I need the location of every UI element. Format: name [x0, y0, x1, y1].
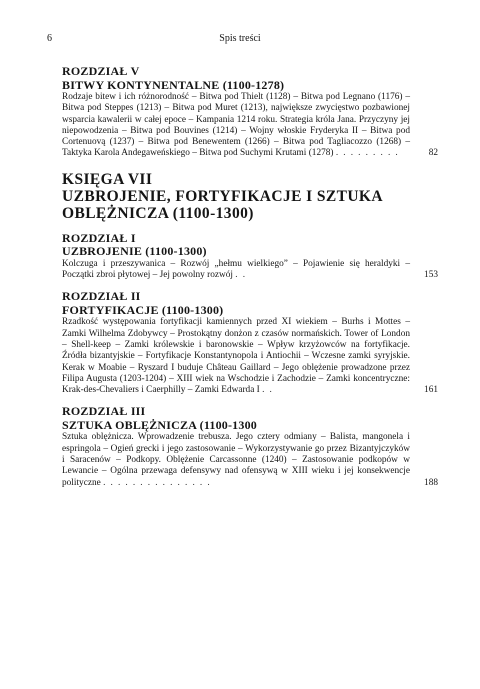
dot-leader: . . . . . . . . . . . . . . .: [103, 477, 212, 488]
chapter-iii: [62, 404, 438, 488]
chapter-title: SZTUKA OBLĘŻNICZA (1100-1300: [62, 417, 257, 432]
book-title: UZBROJENIE, FORTYFIKACJE I SZTUKA OBLĘŻNICZA (1100-1300): [62, 187, 383, 222]
chapter-summary: [62, 92, 438, 160]
toc-page-number: 82: [428, 148, 438, 159]
chapter-ii: [62, 289, 438, 396]
chapter-summary: [62, 258, 438, 282]
page-number: 6: [47, 33, 52, 44]
chapter-label: ROZDZIAŁ II: [62, 289, 141, 304]
chapter-label: ROZDZIAŁ I: [62, 230, 136, 245]
toc-page-number: 153: [424, 270, 438, 281]
chapter-title: UZBROJENIE (1100-1300): [62, 244, 207, 259]
book-label: KSIĘGA VII: [62, 170, 153, 188]
chapter-v: [62, 64, 438, 160]
table-of-contents: [62, 64, 438, 498]
book-vii: [62, 171, 410, 222]
page-header: [0, 33, 480, 47]
chapter-label: ROZDZIAŁ III: [62, 404, 146, 419]
running-head: Spis treści: [219, 33, 261, 44]
chapter-label: ROZDZIAŁ V: [62, 64, 140, 78]
summary-text: Rodzaje bitew i ich różnorodność – Bitwa pod Thielt (1128) – Bitwa pod Legnano (1176) – Bitwa pod Steppes (1213) – Bitwa pod Muret (1213), największe zwycięstwo pozbawionej wsparcia kawalerii w całej epoce – Kampania 1214 roku. Strategia króla Jana. Przyczyny jej niepowodzenia – Bitwa pod Bouvines (1214) – Wojny włoskie Fryderyka II – Bitwa pod Cortenuovą (1237) – Bitwa pod Benewentem (1266) – Bitwa pod Tagliacozzo (1268) – Taktyka Karola Andegaweńskiego – Bitwa pod Suchymi Krutami (1278): [62, 92, 410, 159]
chapter-summary: [62, 432, 438, 488]
chapter-summary: [62, 317, 438, 396]
toc-page-number: 188: [424, 477, 438, 488]
summary-text: Rzadkość występowania fortyfikacji kamiennych przed XI wiekiem – Burhs i Mottes – Zamki Wilhelma Zdobywcy – Prostokątny donżon z czasów normańskich. Tower of London – Shell-keep – Zamki królewskie i baronowskie – Wpływ krzyżowców na fortyfikacje. Źródła bizantyjskie – Fortyfikacje Konstantynopola i Antiochii – Wczesne zamki syryjskie. Kerak w Moabie – Ryszard I buduje Château Gaillard – Jego oblężenie prowadzone przez Filipa Augusta (1203-1204) – XIII wiek na Wschodzie i Zachodzie – Zamki koncentryczne: Krak-des-Chevaliers i Caerphilly – Zamki Edwarda I: [62, 317, 410, 396]
chapter-title: BITWY KONTYNENTALNE (1100-1278): [62, 77, 285, 92]
toc-page-number: 161: [424, 385, 438, 396]
chapter-title: FORTYFIKACJE (1100-1300): [62, 302, 224, 317]
chapter-i: [62, 230, 438, 282]
dot-leader: . . . . . . . . .: [335, 148, 400, 159]
summary-text: Sztuka oblężnicza. Wprowadzenie trebusza. Jego cztery odmiany – Balista, mangonela i espringola – Ogień grecki i jego zastosowanie – Wykorzystywanie go przez Bizantyjczyków i Saracenów – Podkopy. Oblężenie Carcassonne (1240) – Zastosowanie podkopów w Lewancie – Ogólna przewaga defensywy nad ofensywą w XIII wieku i jej konsekwencje polityczne: [62, 432, 410, 488]
dot-leader: . .: [262, 385, 274, 396]
dot-leader: . .: [235, 270, 247, 281]
summary-text: Kolczuga i przeszywanica – Rozwój „hełmu wielkiego” – Pojawienie się heraldyki – Początki zbroi płytowej – Jej powolny rozwój: [62, 258, 410, 281]
